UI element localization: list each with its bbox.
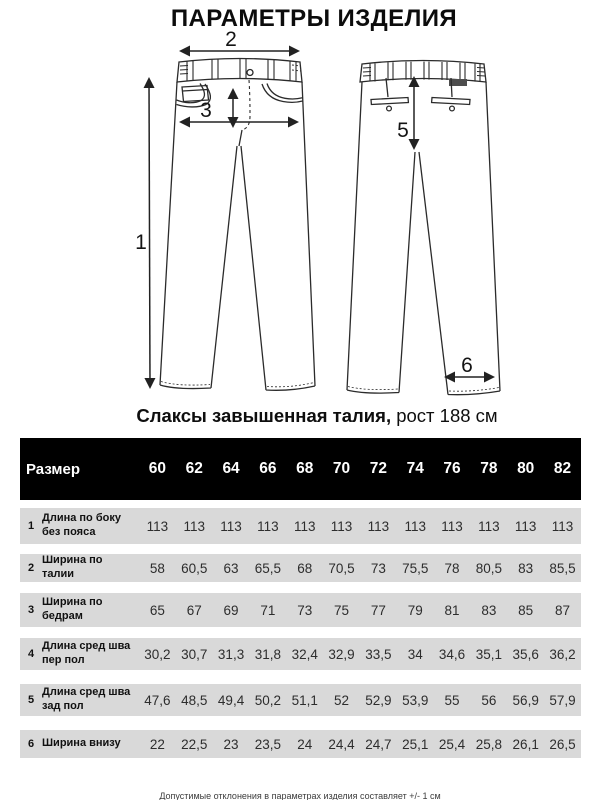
row-number: 2 — [27, 562, 35, 574]
side-length-arrow — [149, 79, 150, 387]
value-cell: 48,5 — [181, 692, 208, 708]
value-cell: 26,1 — [512, 736, 539, 752]
row-number: 6 — [27, 738, 35, 750]
value-cell: 79 — [407, 602, 423, 618]
row-label: Длина сред шва зад пол — [42, 686, 131, 712]
value-cell: 113 — [220, 518, 242, 534]
value-cell: 31,8 — [254, 646, 282, 662]
size-table-body — [20, 508, 581, 758]
value-cell: 69 — [223, 602, 239, 618]
value-cell: 51,1 — [291, 692, 318, 708]
value-cell: 113 — [367, 518, 390, 534]
value-cell: 70,5 — [328, 560, 355, 576]
row-label: Длина сред шва пер пол — [42, 640, 131, 666]
value-cell: 25,4 — [438, 736, 466, 752]
back-waistband — [360, 61, 486, 83]
row-number: 1 — [27, 520, 35, 532]
value-cell: 30,2 — [144, 646, 171, 662]
value-cell: 65,5 — [254, 560, 282, 576]
row-number: 4 — [27, 648, 35, 660]
value-cell: 24,4 — [328, 736, 355, 752]
header-size-76: 76 — [443, 460, 461, 477]
value-cell: 34,6 — [438, 646, 466, 662]
pants-front-view — [160, 59, 315, 391]
value-cell: 23 — [223, 736, 239, 752]
value-cell: 31,3 — [217, 646, 245, 662]
value-cell: 73 — [370, 560, 386, 576]
value-cell: 47,6 — [144, 692, 171, 708]
value-cell: 33,5 — [365, 646, 392, 662]
measure-labels — [135, 28, 473, 377]
measure-label-1: 1 — [135, 231, 147, 254]
pants-back-view — [347, 61, 500, 395]
value-cell: 52 — [334, 692, 350, 708]
value-cell: 81 — [444, 602, 460, 618]
value-cell: 77 — [370, 602, 386, 618]
value-cell: 113 — [404, 518, 426, 534]
value-cell: 73 — [297, 602, 313, 618]
value-cell: 53,9 — [402, 692, 429, 708]
back-hem-stitches — [348, 387, 499, 392]
header-size-60: 60 — [148, 460, 167, 477]
value-cell: 60,5 — [181, 560, 208, 576]
value-cell: 71 — [260, 602, 276, 618]
header-size-70: 70 — [332, 460, 351, 477]
table-row — [20, 730, 581, 758]
value-cell: 113 — [330, 518, 353, 534]
value-cell: 113 — [478, 518, 500, 534]
value-cell: 57,9 — [549, 692, 576, 708]
value-cell: 30,7 — [181, 646, 208, 662]
row-label: Ширина по талии — [42, 554, 103, 580]
row-number: 3 — [27, 604, 35, 616]
value-cell: 113 — [257, 518, 279, 534]
table-row — [20, 638, 581, 670]
value-cell: 113 — [514, 518, 537, 534]
value-cell: 113 — [551, 518, 574, 534]
tolerance-note: Допустимые отклонения в параметрах изделия составляет +/- 1 см — [159, 791, 441, 800]
value-cell: 22 — [149, 736, 165, 752]
front-center-seam — [239, 130, 242, 146]
measure-label-5: 5 — [397, 119, 409, 142]
header-size-66: 66 — [259, 460, 277, 477]
value-cell: 87 — [555, 602, 571, 618]
value-cell: 78 — [444, 560, 460, 576]
size-table — [20, 438, 581, 758]
value-cell: 52,9 — [365, 692, 392, 708]
subtitle-height-note: рост 188 см — [391, 405, 498, 426]
value-cell: 85,5 — [549, 560, 576, 576]
header-size-82: 82 — [553, 460, 572, 477]
value-cell: 25,1 — [402, 736, 429, 752]
back-left-pocket — [371, 78, 408, 105]
row-number: 5 — [27, 694, 35, 706]
value-cell: 75,5 — [402, 560, 429, 576]
value-cell: 113 — [441, 518, 463, 534]
table-row — [20, 684, 581, 716]
row-label: Длина по боку без пояса — [42, 512, 121, 538]
value-cell: 35,1 — [475, 646, 502, 662]
header-size-64: 64 — [222, 460, 240, 477]
value-cell: 32,4 — [291, 646, 318, 662]
value-cell: 55 — [444, 692, 460, 708]
product-subtitle — [0, 405, 600, 427]
table-row — [20, 593, 581, 627]
back-right-leg — [419, 82, 500, 395]
value-cell: 22,5 — [181, 736, 208, 752]
front-belt-loops — [187, 59, 296, 81]
size-table-header — [20, 438, 581, 500]
value-cell: 68 — [297, 560, 313, 576]
header-size-72: 72 — [369, 460, 387, 477]
front-right-pocket — [262, 84, 303, 103]
subtitle-model-name: Слаксы завышенная талия, — [136, 405, 392, 426]
value-cell: 49,4 — [217, 692, 245, 708]
value-cell: 63 — [223, 560, 239, 576]
measure-label-6: 6 — [461, 354, 473, 377]
measure-label-3: 3 — [200, 99, 212, 122]
measure-label-2: 2 — [225, 28, 237, 51]
value-cell: 113 — [183, 518, 205, 534]
value-cell: 35,6 — [512, 646, 539, 662]
value-cell: 85 — [518, 602, 534, 618]
value-cell: 67 — [186, 602, 202, 618]
value-cell: 113 — [293, 518, 316, 534]
value-cell: 113 — [146, 518, 169, 534]
header-size-80: 80 — [517, 460, 535, 477]
value-cell: 26,5 — [549, 736, 576, 752]
value-cell: 25,8 — [475, 736, 502, 752]
value-cell: 56 — [481, 692, 497, 708]
value-cell: 24,7 — [365, 736, 392, 752]
value-cell: 58 — [149, 560, 165, 576]
value-cell: 34 — [407, 646, 423, 662]
value-cell: 80,5 — [475, 560, 502, 576]
front-hem-stitches — [161, 382, 314, 387]
page-title: ПАРАМЕТРЫ ИЗДЕЛИЯ — [170, 5, 458, 32]
value-cell: 65 — [149, 602, 165, 618]
header-size-62: 62 — [185, 460, 203, 477]
value-cell: 75 — [334, 602, 350, 618]
value-cell: 23,5 — [254, 736, 282, 752]
header-size-label: Размер — [26, 460, 81, 478]
value-cell: 32,9 — [328, 646, 355, 662]
value-cell: 24 — [297, 736, 313, 752]
front-right-leg — [241, 82, 315, 390]
row-label: Ширина по бедрам — [42, 596, 103, 622]
value-cell: 83 — [481, 602, 497, 618]
row-label: Ширина внизу — [42, 737, 121, 750]
front-button — [247, 70, 253, 76]
value-cell: 56,9 — [512, 692, 539, 708]
value-cell: 50,2 — [254, 692, 282, 708]
header-size-74: 74 — [406, 460, 424, 477]
header-size-68: 68 — [296, 460, 314, 477]
value-cell: 83 — [518, 560, 534, 576]
front-left-leg — [160, 82, 237, 389]
table-row — [20, 508, 581, 544]
back-left-pocket-button — [387, 106, 392, 111]
table-row — [20, 554, 581, 582]
back-right-pocket-button — [450, 106, 455, 111]
header-size-78: 78 — [480, 460, 498, 477]
value-cell: 36,2 — [549, 646, 576, 662]
